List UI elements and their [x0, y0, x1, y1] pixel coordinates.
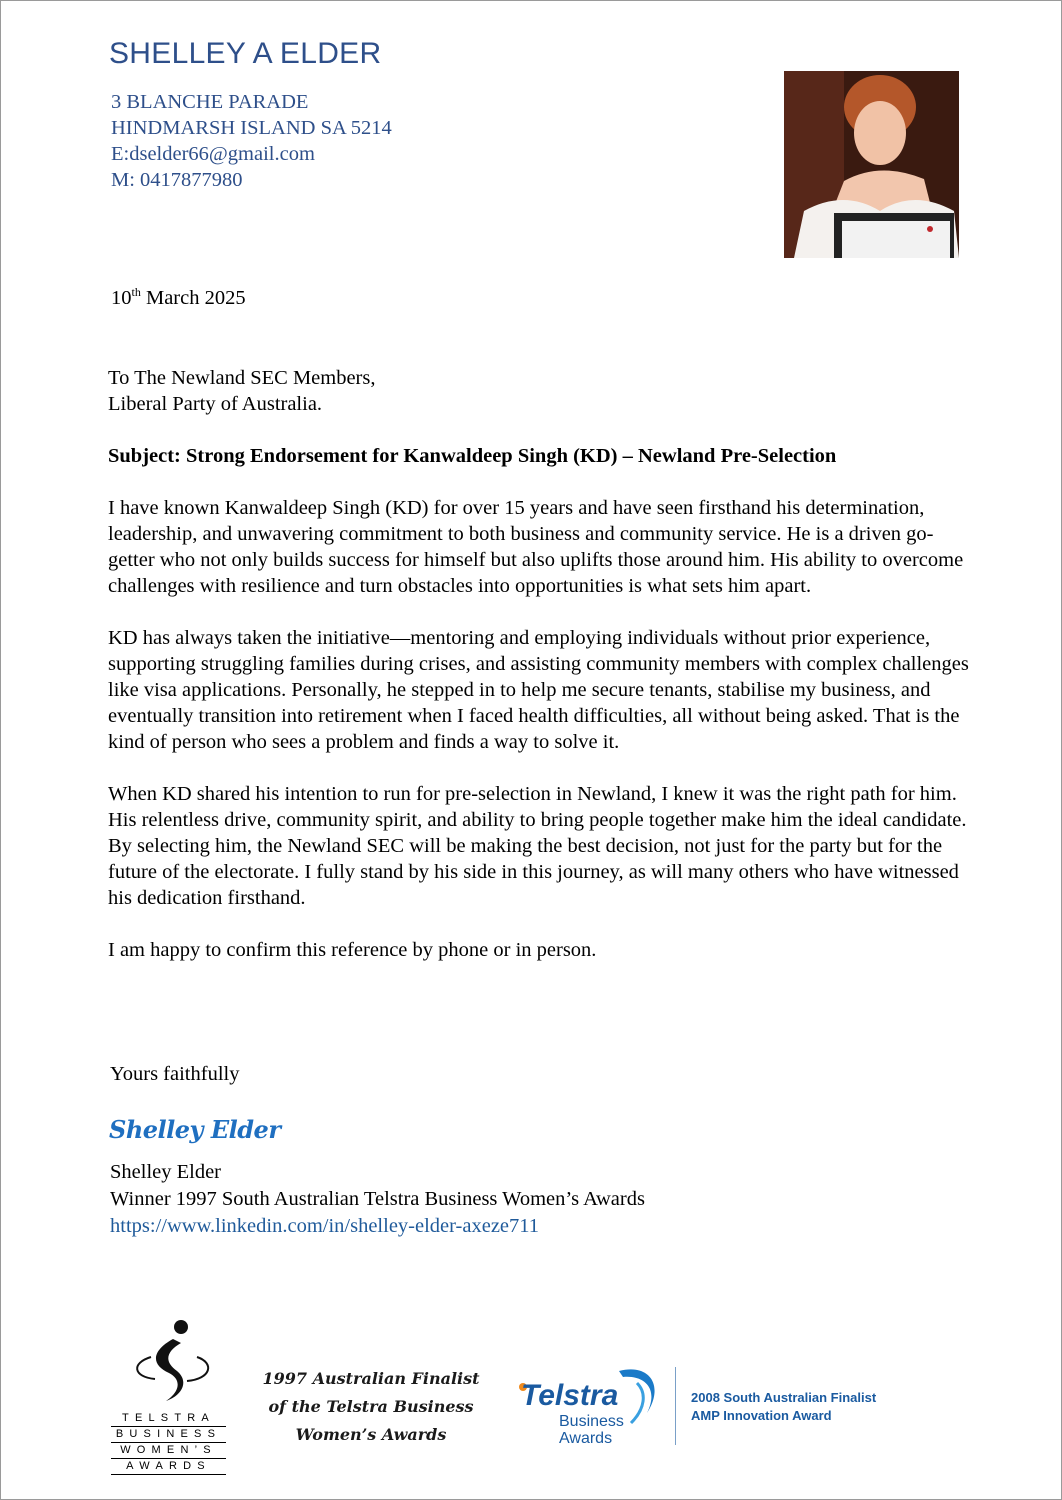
telstra-wordmark: Telstra — [521, 1379, 619, 1412]
letter-body — [108, 365, 978, 989]
address-line-2: HINDMARSH ISLAND SA 5214 — [111, 117, 392, 139]
telstra-business-womens-awards-logo — [111, 1317, 226, 1487]
email-text: E:dselder66@gmail.com — [111, 143, 315, 165]
paragraph: KD has always taken the initiative—mentoring and employing individuals without prior experience, supporting struggling families during crises, and assisting community members with complex challenges like visa applications. Personally, he stepped in to help me secure tenants, stabilise my business, and eventually transition into retirement when I faced health difficulties, all without being asked. That is the kind of person who sees a problem and finds a way to solve it. — [108, 627, 969, 753]
signer-name: Shelley Elder — [110, 1161, 222, 1183]
portrait-photo — [784, 71, 959, 258]
recipient-line-2: Liberal Party of Australia. — [108, 393, 323, 415]
tbw-emblem-icon — [111, 1317, 226, 1409]
recipient-line-1: To The Newland SEC Members, — [108, 367, 376, 389]
sender-contact — [111, 89, 392, 193]
finalist-1997-text: 1997 Australian Finalist of the Telstra Business Women’s Awards — [262, 1369, 480, 1444]
signature-block — [110, 1159, 645, 1240]
linkedin-link[interactable]: https://www.linkedin.com/in/shelley-elder-axeze711 — [110, 1215, 540, 1237]
recipient-block — [108, 365, 978, 417]
business-awards-text: Business Awards — [559, 1413, 624, 1447]
telstra-business-awards-logo — [519, 1365, 679, 1451]
paragraph: I am happy to confirm this reference by phone or in person. — [108, 939, 597, 961]
tbw-wordmark: TELSTRA BUSINESS WOMEN’S AWARDS — [111, 1411, 226, 1475]
sender-name: SHELLEY A ELDER — [109, 37, 382, 70]
handwritten-signature: Shelley Elder — [109, 1115, 281, 1144]
paragraph: I have known Kanwaldeep Singh (KD) for over 15 years and have seen firsthand his determination, leadership, and unwavering commitment to both business and community service. He is a driven go-getter who not only builds success for himself but also uplifts those around him. His ability to overcome challenges with resilience and turn obstacles into opportunities is what sets him apart. — [108, 497, 964, 597]
amp-award-text: 2008 South Australian Finalist AMP Innovation Award — [691, 1390, 877, 1423]
paragraph: When KD shared his intention to run for pre-selection in Newland, I knew it was the right path for him. His relentless drive, community spirit, and ability to bring people together make him the ideal candidate. By selecting him, the Newland SEC will be making the best decision, not just for the party but for the future of the electorate. I fully stand by his side in this journey, as will many others who have witnessed his dedication firsthand. — [108, 783, 967, 909]
footer-divider — [675, 1367, 676, 1445]
signer-title: Winner 1997 South Australian Telstra Business Women’s Awards — [110, 1188, 645, 1210]
address-line-1: 3 BLANCHE PARADE — [111, 91, 309, 113]
closing: Yours faithfully — [110, 1063, 240, 1085]
subject-line: Subject: Strong Endorsement for Kanwaldeep Singh (KD) – Newland Pre-Selection — [108, 445, 837, 467]
mobile-text: M: 0417877980 — [111, 169, 243, 191]
letter-date: 10th March 2025 — [111, 285, 246, 309]
